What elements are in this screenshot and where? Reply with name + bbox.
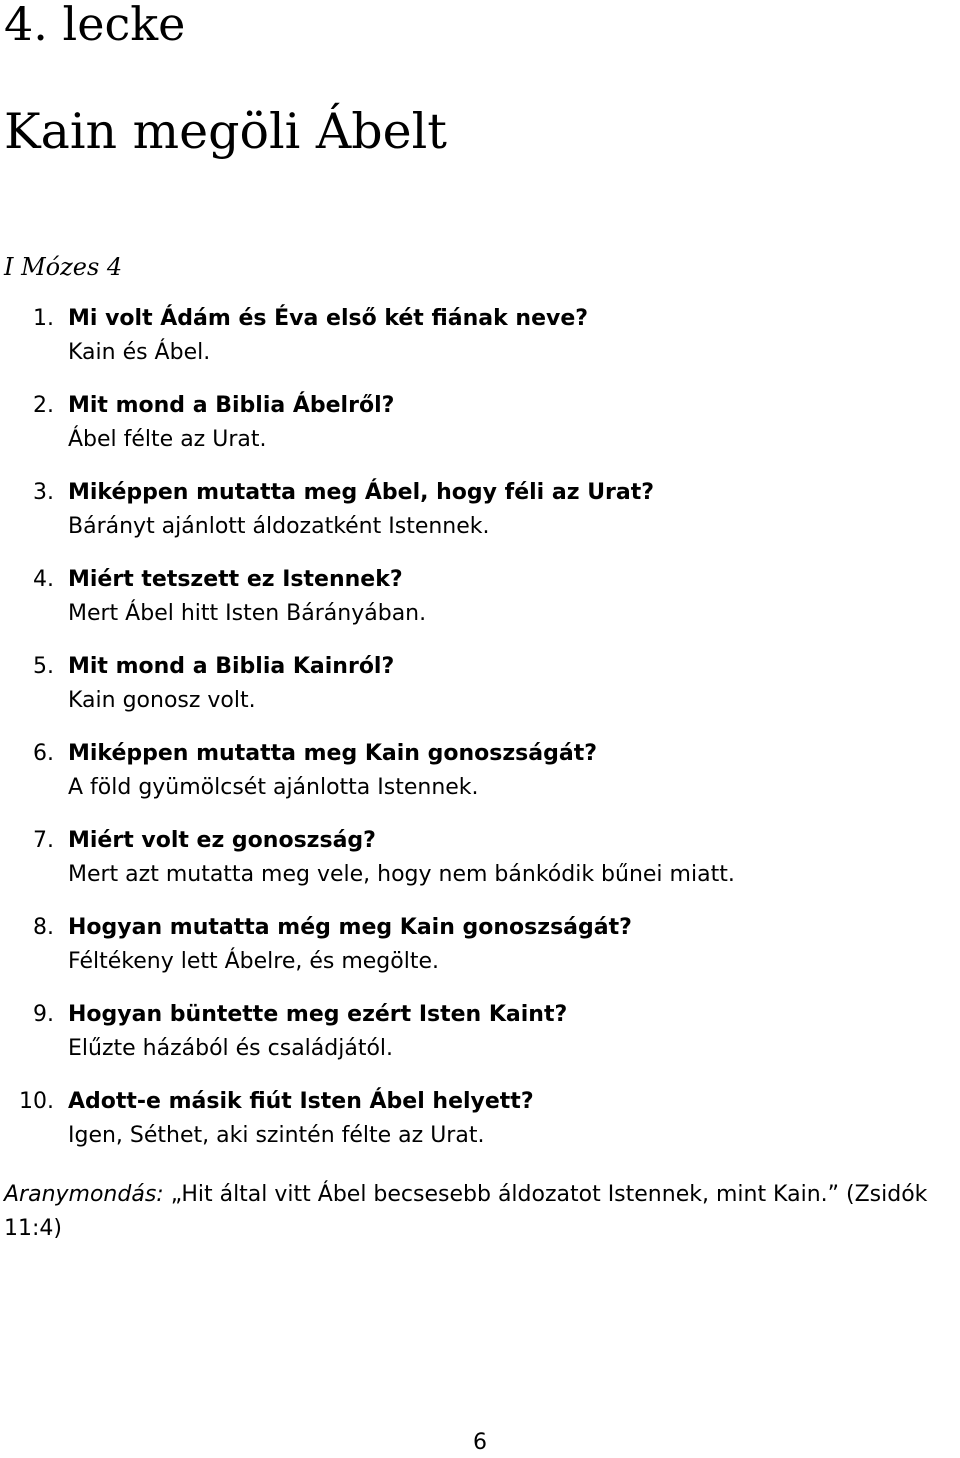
answer-text: Bárányt ajánlott áldozatként Istennek. — [68, 514, 490, 539]
answer-text: Mert Ábel hitt Isten Bárányában. — [68, 601, 427, 626]
question-text: Mit mond a Biblia Kainról? — [68, 654, 395, 679]
question-text: Miért volt ez gonoszság? — [68, 828, 376, 853]
item-number: 1. — [33, 306, 54, 331]
question-answer-list — [0, 302, 960, 1172]
answer-text: Elűzte házából és családjától. — [68, 1036, 394, 1061]
answer-text: Kain gonosz volt. — [68, 688, 256, 713]
question-text: Miképpen mutatta meg Ábel, hogy féli az Urat? — [68, 480, 655, 505]
qa-item-10 — [0, 1085, 960, 1172]
qa-item-7 — [0, 824, 960, 911]
bible-reference: I Mózes 4 — [4, 253, 123, 281]
qa-item-5 — [0, 650, 960, 737]
qa-item-6 — [0, 737, 960, 824]
chapter-heading: 4. lecke — [4, 0, 186, 51]
answer-text: Igen, Séthet, aki szintén félte az Urat. — [68, 1123, 485, 1148]
page-number: 6 — [473, 1430, 487, 1455]
item-number: 6. — [33, 741, 54, 766]
qa-item-1 — [0, 302, 960, 389]
question-text: Mit mond a Biblia Ábelről? — [68, 393, 395, 418]
item-number: 3. — [33, 480, 54, 505]
item-number: 7. — [33, 828, 54, 853]
qa-item-4 — [0, 563, 960, 650]
answer-text: Féltékeny lett Ábelre, és megölte. — [68, 949, 439, 974]
item-number: 5. — [33, 654, 54, 679]
item-number: 2. — [33, 393, 54, 418]
question-text: Mi volt Ádám és Éva első két fiának neve? — [68, 306, 589, 331]
item-number: 4. — [33, 567, 54, 592]
question-text: Miért tetszett ez Istennek? — [68, 567, 403, 592]
answer-text: Kain és Ábel. — [68, 340, 211, 365]
question-text: Adott-e másik fiút Isten Ábel helyett? — [68, 1089, 534, 1114]
answer-text: A föld gyümölcsét ajánlotta Istennek. — [68, 775, 479, 800]
golden-verse-label: Aranymondás: — [4, 1182, 164, 1207]
qa-item-3 — [0, 476, 960, 563]
answer-text: Ábel félte az Urat. — [68, 427, 267, 452]
qa-item-2 — [0, 389, 960, 476]
golden-verse-text: „Hit által vitt Ábel becsesebb áldozatot Istennek, mint Kain.” (Zsidók 11:4) — [4, 1182, 928, 1241]
lesson-title: Kain megöli Ábelt — [4, 103, 447, 160]
question-text: Hogyan mutatta még meg Kain gonoszságát? — [68, 915, 632, 940]
item-number: 10. — [19, 1089, 54, 1114]
item-number: 8. — [33, 915, 54, 940]
answer-text: Mert azt mutatta meg vele, hogy nem bánkódik bűnei miatt. — [68, 862, 735, 887]
question-text: Hogyan büntette meg ezért Isten Kaint? — [68, 1002, 568, 1027]
qa-item-8 — [0, 911, 960, 998]
question-text: Miképpen mutatta meg Kain gonoszságát? — [68, 741, 597, 766]
qa-item-9 — [0, 998, 960, 1085]
item-number: 9. — [33, 1002, 54, 1027]
golden-verse — [4, 1178, 954, 1246]
